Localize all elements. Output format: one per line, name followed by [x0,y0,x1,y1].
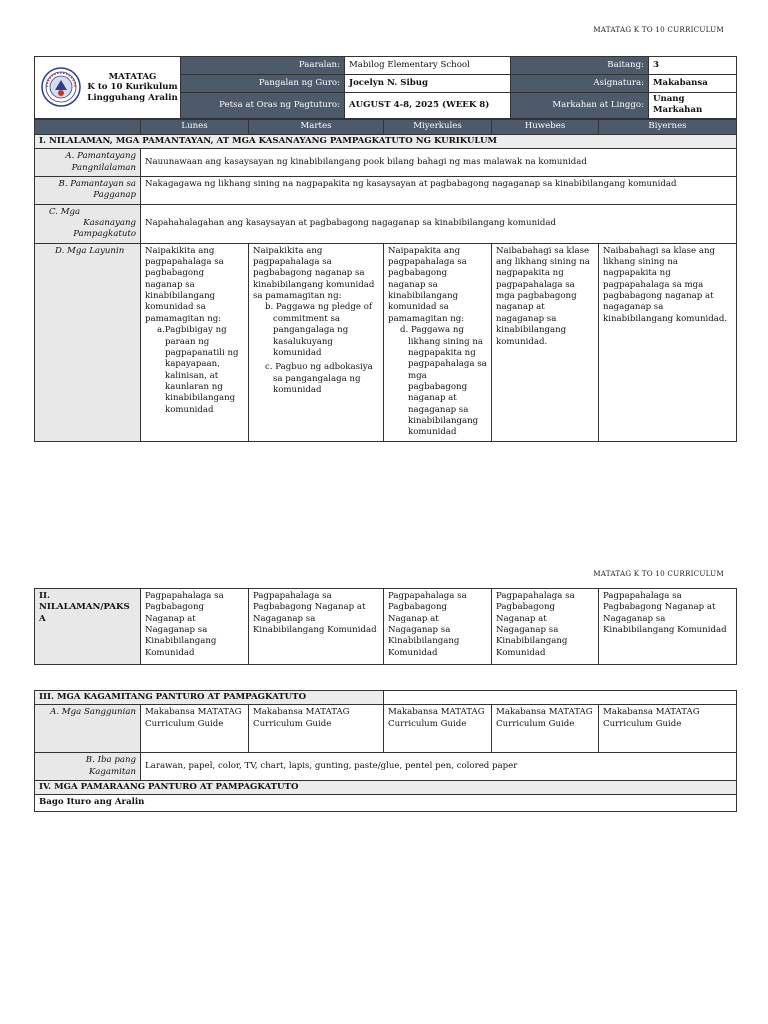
baitang-value: 3 [649,57,737,75]
asignatura-value: Makabansa [649,75,737,93]
section3-title: III. MGA KAGAMITANG PANTURO AT PAMPAGKATUTO [35,691,384,705]
nilalaman-paksa-label: II. NILALAMAN/PAKSA [35,589,141,665]
iba-pang-kagamitan-label: B. Iba pang Kagamitan [35,753,141,781]
section1-table [34,119,737,442]
layunin-huwebes: Naibabahagi sa klase ang likhang sining na nagpapakita ng pagpapahalaga sa mga pagbabagong naganap at nagaganap sa kinabibilangang komunidad. [492,243,599,441]
section4-title: IV. MGA PAMARAANG PANTURO AT PAMPAGKATUTO [35,781,737,795]
sanggunian-lunes: Makabansa MATATAG Curriculum Guide [141,705,249,753]
day-header-lunes: Lunes [141,120,249,135]
paksa-lunes: Pagpapahalaga sa Pagbabagong Naganap at Nagaganap sa Kinabibilangang Komunidad [141,589,249,665]
kasanayang-pampagkatuto-label [35,204,141,243]
layunin-miyerkules-item: d. Paggawa ng likhang sining na nagpapakita ng pagpapahalaga sa mga pagbabagong naganap at nagaganap sa kinabibilangang komunidad [400,325,487,438]
markahan-value: Unang Markahan [649,93,737,119]
asignatura-label: Asignatura: [511,75,649,93]
layunin-lunes-intro: Naipakikita ang pagpapahalaga sa pagbabagong naganap sa kinabibilangang komunidad sa pamamagitan ng: [145,245,224,324]
header-title-matatag: MATATAG [108,71,157,82]
day-header-biyernes: Biyernes [599,120,737,135]
mga-layunin-label: D. Mga Layunin [35,243,141,441]
layunin-miyerkules [384,243,492,441]
header-title-lingguhan: Lingguhang Aralin [87,92,178,103]
paaralan-value: Mabilog Elementary School [345,57,511,75]
layunin-lunes-item: a.Pagbibigay ng paraan ng pagpapanatili ng kapayapaan, kalinisan, at kaunlaran ng kinabibilangang komunidad [157,325,239,415]
curriculum-note-page2: MATATAG K TO 10 CURRICULUM [593,569,724,578]
bago-ituro-label: Bago Ituro ang Aralin [35,795,737,811]
iba-pang-kagamitan-text: Larawan, papel, color, TV, chart, lapis, gunting, paste/glue, pentel pen, colored paper [141,753,737,781]
mga-sanggunian-label: A. Mga Sanggunian [35,705,141,753]
layunin-martes-item2: c. Pagbuo ng adbokasiya sa pangangalaga ng komunidad [265,362,373,395]
day-header-blank [35,120,141,135]
petsa-value: AUGUST 4-8, 2025 (WEEK 8) [345,93,511,119]
layunin-lunes [141,243,249,441]
sanggunian-martes: Makabansa MATATAG Curriculum Guide [249,705,384,753]
curriculum-note: MATATAG K TO 10 CURRICULUM [593,25,724,34]
kasanayang-pampagkatuto-text: Napahahalagahan ang kasaysayan at pagbabagong nagaganap sa kinabibilangang komunidad [141,204,737,243]
kasanayang-label-line2: Kasanayang Pampagkatuto [73,218,136,240]
baitang-label: Baitang: [511,57,649,75]
day-header-huwebes: Huwebes [492,120,599,135]
header-logo-cell [35,57,181,119]
section1-title: I. NILALAMAN, MGA PAMANTAYAN, AT MGA KASANAYANG PAMPAGKATUTO NG KURIKULUM [35,135,737,149]
lesson-header-table [34,56,737,119]
pamantayang-pangnilalaman-text: Nauunawaan ang kasaysayan ng kinabibilangang pook bilang bahagi ng mas malawak na komunidad [141,149,737,177]
paaralan-label: Paaralan: [181,57,345,75]
petsa-label: Petsa at Oras ng Pagtuturo: [181,93,345,119]
sanggunian-huwebes: Makabansa MATATAG Curriculum Guide [492,705,599,753]
markahan-label: Markahan at Linggo: [511,93,649,119]
section3-table [34,690,737,812]
section2-table [34,588,737,665]
kasanayang-label-line1: C. Mga [49,206,81,217]
deped-seal-icon [41,67,81,107]
guro-label: Pangalan ng Guro: [181,75,345,93]
header-title-kurikulum: K to 10 Kurikulum [87,82,178,93]
guro-value: Jocelyn N. Sibug [345,75,511,93]
pamantayan-sa-pagganap-label: B. Pamantayan sa Pagganap [35,177,141,205]
pamantayang-pangnilalaman-label: A. Pamantayang Pangnilalaman [35,149,141,177]
day-header-martes: Martes [249,120,384,135]
layunin-martes-item1: b. Paggawa ng pledge of commitment sa pangangalaga ng kasalukuyang komunidad [265,302,373,358]
paksa-miyerkules: Pagpapahalaga sa Pagbabagong Naganap at Nagaganap sa Kinabibilangang Komunidad [384,589,492,665]
paksa-huwebes: Pagpapahalaga sa Pagbabagong Naganap at Nagaganap sa Kinabibilangang Komunidad [492,589,599,665]
sanggunian-biyernes: Makabansa MATATAG Curriculum Guide [599,705,737,753]
sanggunian-miyerkules: Makabansa MATATAG Curriculum Guide [384,705,492,753]
layunin-biyernes: Naibabahagi sa klase ang likhang sining na nagpapakita ng pagpapahalaga sa mga pagbabagong naganap at nagaganap sa kinabibilangang komunidad. [599,243,737,441]
paksa-biyernes: Pagpapahalaga sa Pagbabagong Naganap at Nagaganap sa Kinabibilangang Komunidad [599,589,737,665]
layunin-martes-intro: Naipakikita ang pagpapahalaga sa pagbabagong naganap sa kinabibilangang komunidad sa pamamagitan ng: [253,245,375,302]
paksa-martes: Pagpapahalaga sa Pagbabagong Naganap at Nagaganap sa Kinabibilangang Komunidad [249,589,384,665]
layunin-miyerkules-intro: Naipapakita ang pagpapahalaga sa pagbabagong naganap sa kinabibilangang komunidad sa pamamagitan ng: [388,245,467,324]
layunin-martes [249,243,384,441]
section3-title-blank [384,691,737,705]
day-header-miyerkules: Miyerkules [384,120,492,135]
pamantayan-sa-pagganap-text: Nakagagawa ng likhang sining na nagpapakita ng kasaysayan at pagbabagong nagaganap sa kinabibilangang komunidad [141,177,737,205]
